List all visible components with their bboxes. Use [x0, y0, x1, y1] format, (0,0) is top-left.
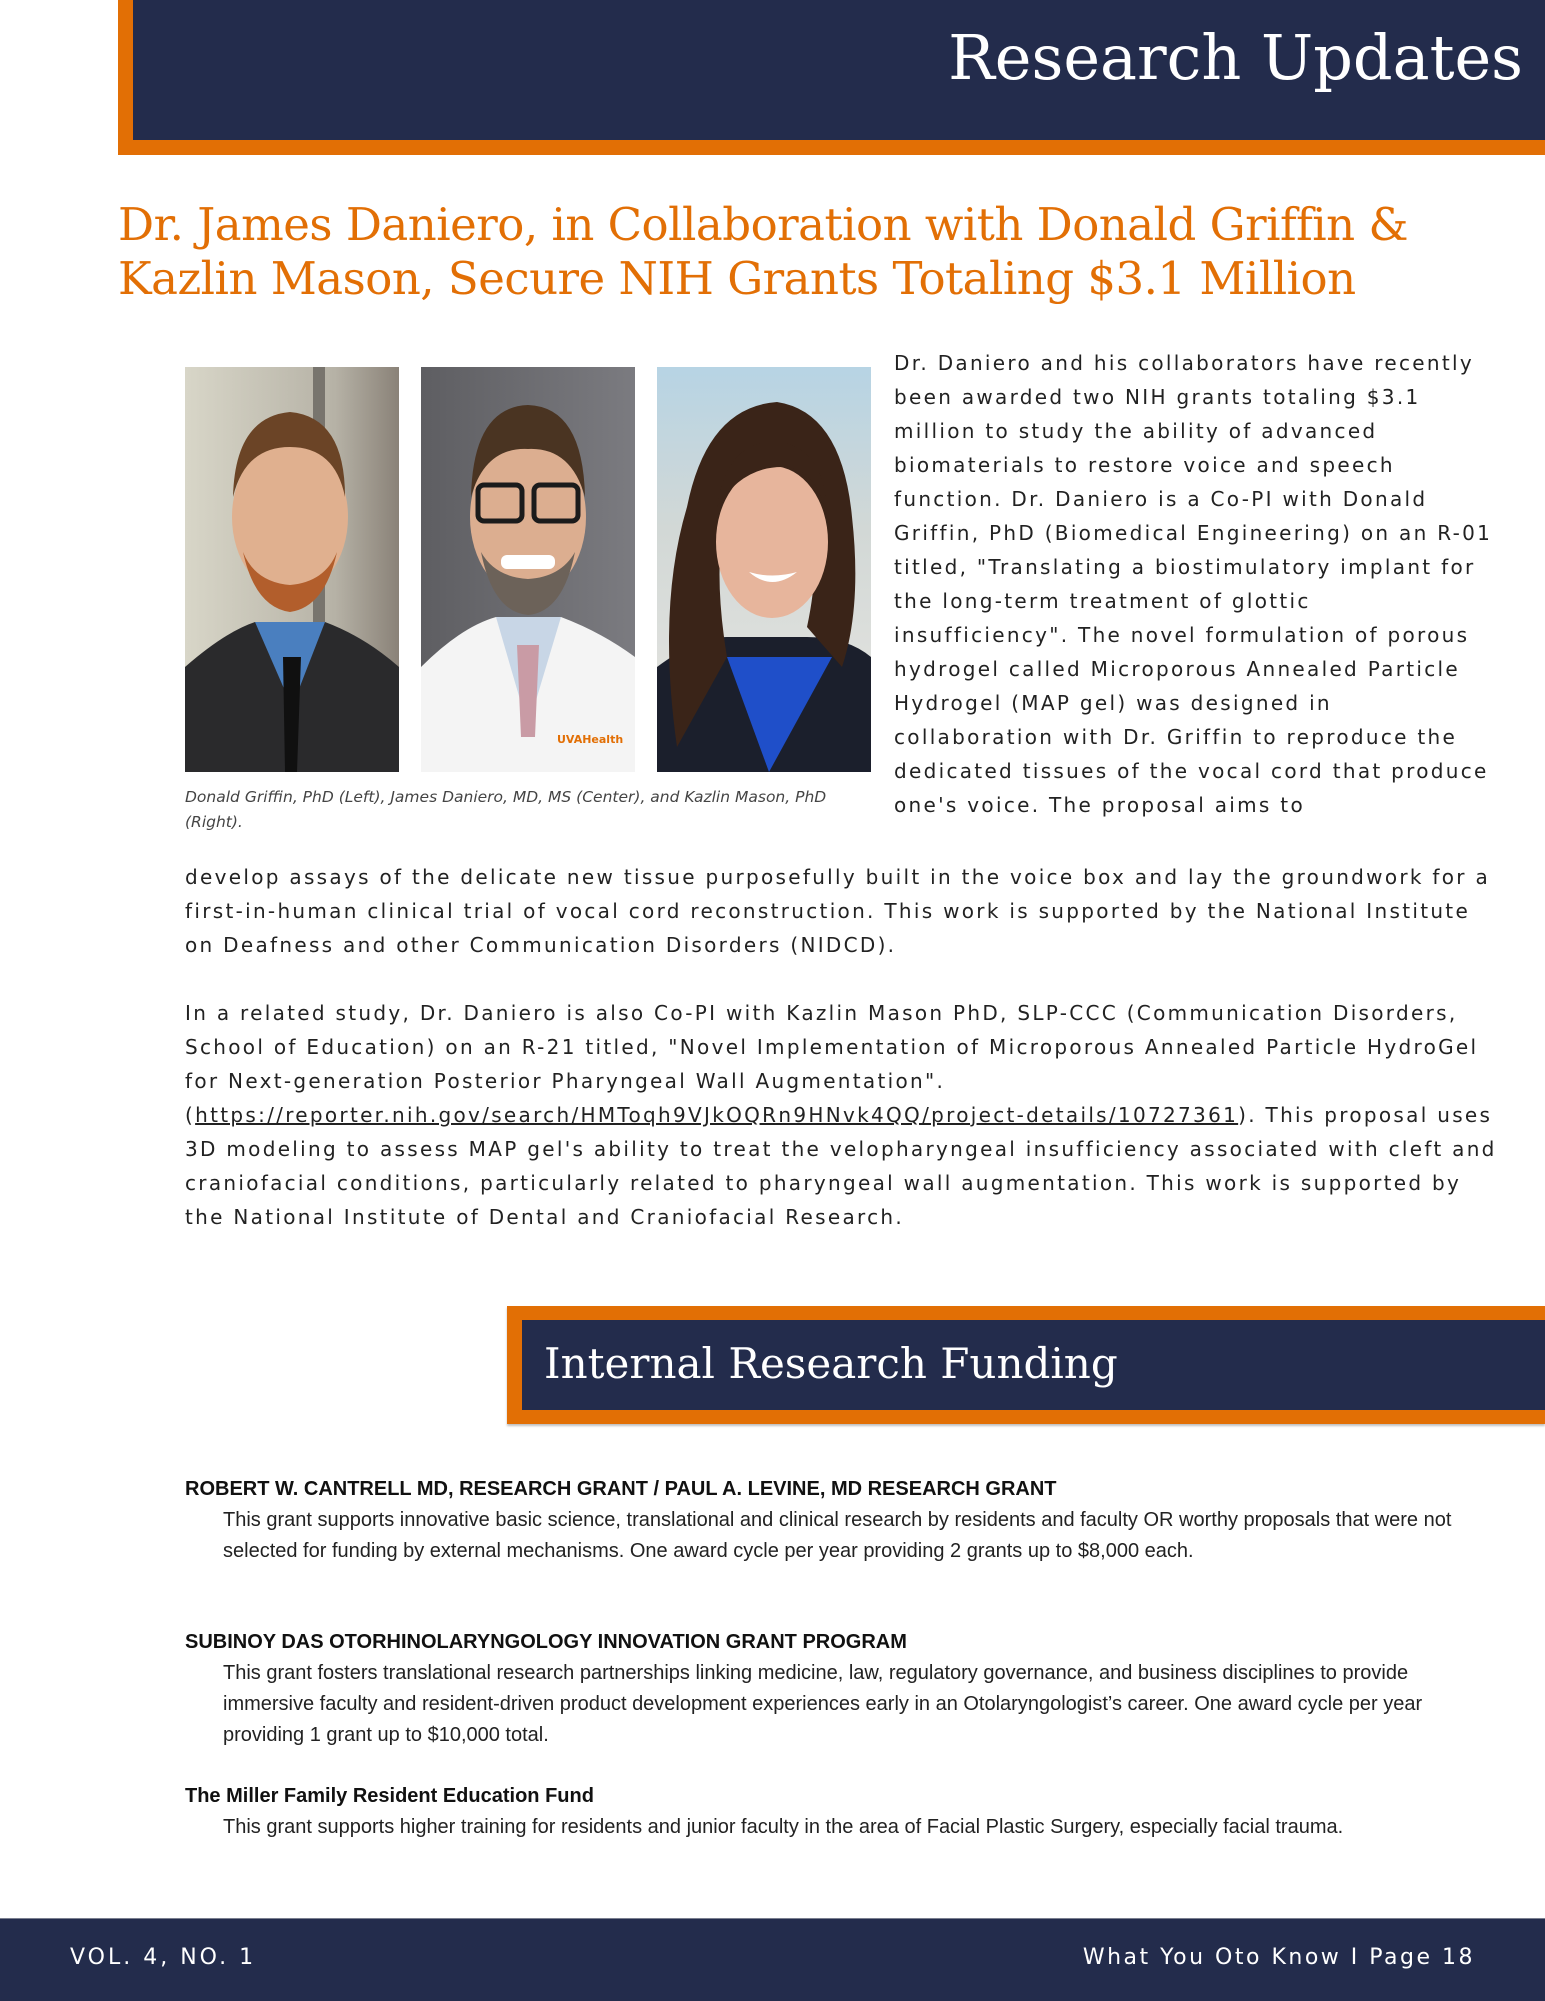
volume-label: VOL. 4, NO. 1	[70, 1945, 257, 1970]
grant-description: This grant supports higher training for residents and junior faculty in the area of Facial Plastic Surgery, especially facial trauma.	[223, 1816, 1344, 1838]
portrait-image	[421, 367, 635, 772]
page-section-title: Research Updates	[948, 21, 1523, 94]
article-paragraph-1-continued: develop assays of the delicate new tissue purposefully built in the voice box and lay the groundwork for a first-in-human clinical trial of vocal cord reconstruction. This work is supported by the National Institute on Deafness and other Communication Disorders (NIDCD).	[185, 865, 1491, 957]
grant-name: ROBERT W. CANTRELL MD, RESEARCH GRANT / PAUL A. LEVINE, MD RESEARCH GRANT	[185, 1478, 1057, 1500]
paragraph-2-text-end: ). This proposal uses 3D modeling to assess MAP gel's ability to treat the velopharyngeal insufficiency associated with cleft and craniofacial conditions, particularly related to pharyngeal wall augmentation. This work is supported by the National Institute of Dental and Craniofacial Research.	[185, 1103, 1497, 1229]
section-title: Internal Research Funding	[544, 1339, 1118, 1388]
paragraph-2-text-start: In a related study, Dr. Daniero is also Co-PI with Kazlin Mason PhD, SLP-CCC (Communication Disorders, School of Education) on an R-21 titled, "Novel Implementation of Microporous Annealed Particle HydroGel for Next-generation Posterior Pharyngeal Wall Augmentation". (	[185, 1001, 1479, 1127]
grant-description: This grant fosters translational research partnerships linking medicine, law, regulatory governance, and business disciplines to provide immersive faculty and resident-driven product development experiences early in an Otolaryngologist’s career. One award cycle per year providing 1 grant up to $10,000 total.	[223, 1662, 1423, 1746]
page-footer	[0, 1918, 1545, 2001]
section-banner-inner	[522, 1320, 1545, 1410]
photo-strip	[185, 367, 875, 773]
photo-james-daniero	[421, 367, 635, 772]
photo-caption: Donald Griffin, PhD (Left), James Daniero, MD, MS (Center), and Kazlin Mason, PhD (Right).	[185, 788, 827, 831]
section-banner	[507, 1306, 1545, 1424]
grant-item	[185, 1626, 1485, 1751]
photo-kazlin-mason	[657, 367, 871, 772]
grant-item	[185, 1473, 1485, 1567]
grant-item	[185, 1780, 1485, 1843]
header-banner	[118, 0, 1545, 155]
grant-name: SUBINOY DAS OTORHINOLARYNGOLOGY INNOVATION GRANT PROGRAM	[185, 1631, 907, 1653]
portrait-image	[657, 367, 871, 772]
grant-name: The Miller Family Resident Education Fund	[185, 1785, 594, 1807]
grant-description: This grant supports innovative basic science, translational and clinical research by residents and faculty OR worthy proposals that were not selected for funding by external mechanisms. One award cycle per year providing 2 grants up to $8,000 each.	[223, 1509, 1452, 1562]
article-paragraph-1: Dr. Daniero and his collaborators have recently been awarded two NIH grants totaling $3.1 million to study the ability of advanced biomaterials to restore voice and speech function. Dr. Daniero is a Co-PI with Donald Griffin, PhD (Biomedical Engineering) on an R-01 titled, "Translating a biostimulatory implant for the long-term treatment of glottic insufficiency". The novel formulation of porous hydrogel called Microporous Annealed Particle Hydrogel (MAP gel) was designed in collaboration with Dr. Griffin to reproduce the dedicated tissues of the vocal cord that produce one's voice. The proposal aims to	[894, 351, 1493, 817]
portrait-image	[185, 367, 399, 772]
page-number-label: What You Oto Know I Page 18	[1082, 1945, 1475, 1970]
photo-donald-griffin	[185, 367, 399, 772]
header-banner-inner	[133, 0, 1545, 140]
nih-reporter-link[interactable]: https://reporter.nih.gov/search/HMToqh9VJkOQRn9HNvk4QQ/project-details/10727361	[195, 1103, 1239, 1127]
article-paragraph-2	[185, 996, 1505, 1234]
article-title: Dr. James Daniero, in Collaboration with Donald Griffin & Kazlin Mason, Secure NIH Grants Totaling $3.1 Million	[118, 198, 1409, 305]
uva-health-logo: UVAHealth	[557, 733, 624, 746]
